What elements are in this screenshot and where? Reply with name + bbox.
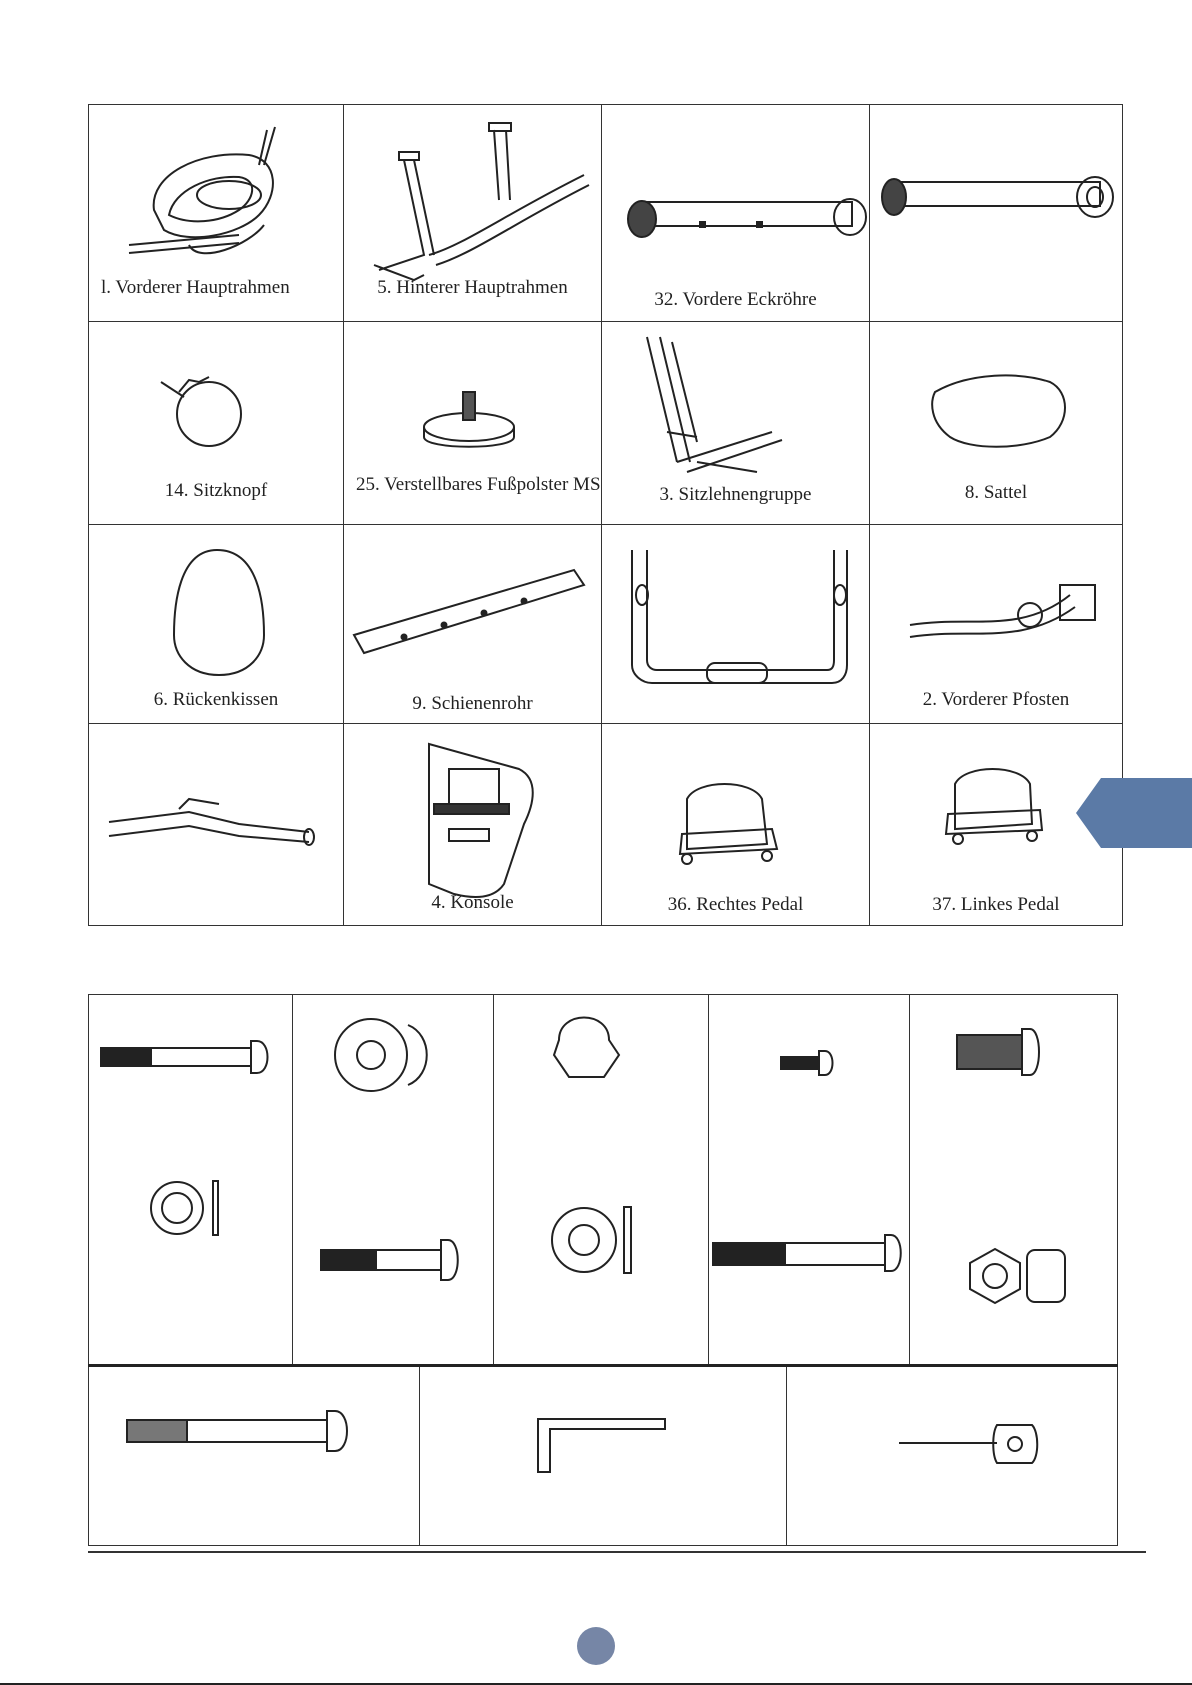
part-cell bbox=[89, 724, 344, 926]
bottom-divider bbox=[88, 1551, 1146, 1553]
hardware-cell bbox=[89, 995, 293, 1366]
part-label: 14. Sitzknopf bbox=[164, 480, 268, 501]
tools-table bbox=[88, 1364, 1118, 1546]
handle-bar-icon bbox=[89, 724, 343, 925]
page-number-badge bbox=[577, 1627, 615, 1665]
parts-row bbox=[89, 105, 1123, 322]
part-label: 32. Vordere Eckröhre bbox=[654, 289, 817, 310]
hardware-cell bbox=[910, 995, 1118, 1366]
part-cell bbox=[344, 322, 602, 525]
screw-and-long-bolt-icon bbox=[709, 995, 909, 1365]
part-label: 8. Sattel bbox=[964, 482, 1028, 503]
parts-row bbox=[89, 724, 1123, 926]
long-bolt-icon bbox=[89, 1367, 419, 1545]
part-cell bbox=[89, 525, 344, 724]
hardware-row bbox=[89, 995, 1118, 1366]
part-cell bbox=[602, 105, 870, 322]
allen-key-icon bbox=[420, 1367, 786, 1545]
part-cell bbox=[344, 724, 602, 926]
part-cell bbox=[602, 724, 870, 926]
tool-cell bbox=[89, 1366, 420, 1546]
handlebar-icon bbox=[602, 525, 869, 723]
part-label: 25. Verstellbares Fußpolster MS bbox=[356, 474, 601, 495]
hardware-cell bbox=[709, 995, 910, 1366]
part-cell bbox=[602, 525, 870, 724]
part-cell bbox=[870, 105, 1123, 322]
part-label: l. Vorderer Hauptrahmen bbox=[101, 277, 290, 298]
cap-nut-and-flat-washer-icon bbox=[494, 995, 708, 1365]
part-cell bbox=[870, 525, 1123, 724]
multi-wrench-icon bbox=[787, 1367, 1119, 1545]
part-label: 2. Vorderer Pfosten bbox=[922, 689, 1070, 710]
part-cell bbox=[602, 322, 870, 525]
parts-row bbox=[89, 525, 1123, 724]
part-cell bbox=[89, 322, 344, 525]
short-bolt-and-nuts-icon bbox=[910, 995, 1117, 1365]
part-cell bbox=[344, 525, 602, 724]
part-label: 9. Schienenrohr bbox=[412, 693, 533, 714]
hardware-cell bbox=[293, 995, 494, 1366]
part-label: 4. Konsole bbox=[431, 892, 514, 913]
section-tab-icon bbox=[1076, 778, 1192, 848]
rear-stabilizer-tube-icon bbox=[870, 105, 1122, 321]
part-label: 6. Rückenkissen bbox=[153, 689, 279, 710]
hardware-cell bbox=[494, 995, 709, 1366]
part-label: 3. Sitzlehnengruppe bbox=[659, 484, 812, 505]
tools-row bbox=[89, 1366, 1118, 1546]
part-cell bbox=[344, 105, 602, 322]
tool-cell bbox=[787, 1366, 1118, 1546]
part-label: 36. Rechtes Pedal bbox=[667, 894, 804, 915]
part-cell bbox=[89, 105, 344, 322]
hardware-table bbox=[88, 994, 1118, 1366]
part-cell bbox=[870, 322, 1123, 525]
parts-table bbox=[88, 104, 1123, 926]
bolt-and-washer-icon bbox=[89, 995, 292, 1365]
part-label: 37. Linkes Pedal bbox=[932, 894, 1060, 915]
part-label: 5. Hinterer Hauptrahmen bbox=[377, 277, 568, 298]
tool-cell bbox=[420, 1366, 787, 1546]
parts-row bbox=[89, 322, 1123, 525]
curved-washer-and-bolt-icon bbox=[293, 995, 493, 1365]
